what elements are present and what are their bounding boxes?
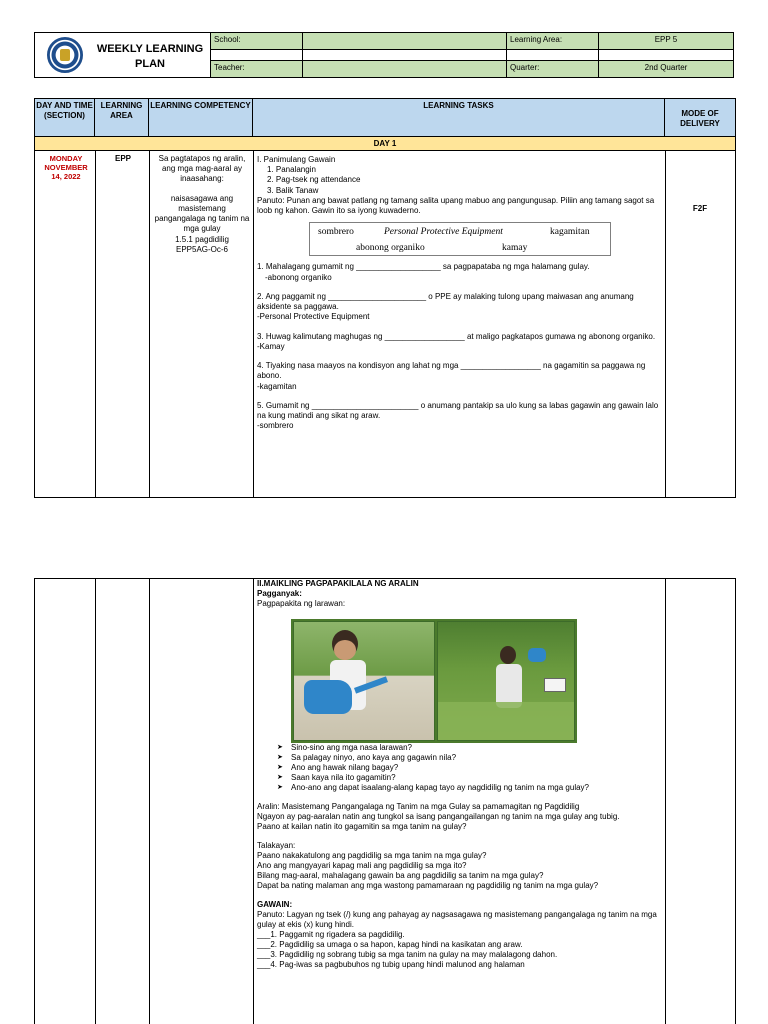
question-item: 2. Ang paggamit ng ______________________ o PPE ay malaking tulong upang maiwasan ang anumang aksidente sa paggawa. [257,291,634,312]
word-bank-item: Personal Protective Equipment [384,227,503,238]
discussion-item: Bilang mag-aaral, mahalagang gawain ba ang pagdidilig sa tanim na mga gulay? [257,871,544,880]
learning-competency-cell [152,154,252,255]
weekly-plan-table-day1 [34,98,736,498]
learning-tasks-cell-continued [257,579,663,970]
column-divider [149,579,150,1024]
col-header-competency: LEARNING COMPETENCY [149,99,253,137]
word-bank-item: abonong organiko [356,243,425,254]
subheading: GAWAIN: [257,900,293,909]
learning-area-label: Learning Area: [507,33,599,50]
word-bank-item: kamay [502,243,528,254]
competency-objective: naisasagawa ang masistemang pangangalaga ng tanim na mga gulay [154,193,250,234]
answer-item: -Personal Protective Equipment [257,312,370,322]
question-item: 1. Mahalagang gumamit ng ___________________ sa pagpapataba ng mga halamang gulay. [257,262,590,272]
word-bank-item: kagamitan [550,227,590,238]
column-divider [149,151,150,497]
plan-title-line2: PLAN [135,57,165,70]
activity-item: ___2. Pagdidilig sa umaga o sa hapon, kapag hindi na kasikatan ang araw. [257,940,523,949]
activity-item: ___1. Paggamit ng rigadera sa pagdidilig. [257,930,405,939]
day-line: 14, 2022 [51,172,81,181]
answer-item: -kagamitan [257,381,297,391]
logo-cell [35,33,211,77]
quarter-label: Quarter: [507,61,599,77]
discussion-item: Paano nakakatulong ang pagdidilig sa mga tanim na mga gulay? [257,851,487,860]
subheading: Pagganyak: [257,589,302,598]
list-item: ➤ Sino-sino ang mga nasa larawan? [277,743,663,753]
day-line: NOVEMBER [44,163,88,172]
list-item: ➤ Ano ang hawak nilang bagay? [277,763,663,773]
blank-cell [303,50,507,61]
plan-title-line1: WEEKLY LEARNING [96,43,204,55]
lesson-title: Aralin: Masistemang Pangangalaga ng Tanim na mga Gulay sa pamamagitan ng Pagdidilig [257,802,580,811]
day-line: MONDAY [49,154,83,163]
column-divider [665,579,666,1024]
column-divider [253,151,254,497]
school-label: School: [211,33,303,50]
day-row-label: DAY 1 [35,137,735,151]
discussion-item: Dapat ba nating malaman ang mga wastong pamamaraan ng pagdidilig ng tanim na mga gulay? [257,881,599,890]
learning-area-value[interactable]: EPP 5 [599,33,733,50]
mode-of-delivery-cell: F2F [692,204,708,213]
competency-subtopic: 1.5.1 pagdidilig [175,234,229,244]
section-heading: I. Panimulang Gawain [257,155,336,164]
activity-label: Pagpapakita ng larawan: [257,599,346,608]
word-bank-item: sombrero [318,227,354,238]
weekly-plan-table-continued [34,578,736,1024]
motivation-questions [277,743,663,793]
quarter-value[interactable]: 2nd Quarter [599,61,733,77]
teacher-value[interactable] [303,61,507,77]
instructions: Panuto: Punan ang bawat patlang ng tamang salita upang mabuo ang pangungusap. Piliin ang tamang sagot sa loob ng kahon. Gawin ito sa iyong kuwaderno. [257,195,655,216]
col-header-area: LEARNING AREA [95,99,149,137]
blank-cell [599,50,733,61]
header-table [34,32,734,78]
plan-title [91,42,209,72]
activity-item: ___3. Pagdidilig ng sobrang tubig sa mga tanim na gulay na may malalagong dahon. [257,950,558,959]
teacher-label: Teacher: [211,61,303,77]
list-item: ➤ Saan kaya nila ito gagamitin? [277,773,663,783]
col-header-delivery: MODE OF DELIVERY [665,99,735,137]
question-item: 5. Gumamit ng ________________________ o anumang pantakip sa ulo kung sa labas gagawin ang gawain lalo na kung matindi ang sikat ng araw. [257,400,659,420]
col-header-tasks: LEARNING TASKS [253,99,665,137]
list-item: ➤ Sa palagay ninyo, ano kaya ang gagawin nila? [277,753,663,763]
blank-cell [507,50,599,61]
section-heading: II.MAIKLING PAGPAPAKILALA NG ARALIN [257,579,419,588]
list-item: ➤ Ano-ano ang dapat isaalang-alang kapag tayo ay nagdidilig ng tanim na mga gulay? [277,783,663,793]
answer-item: -abonong organiko [265,272,332,282]
blank-cell [211,50,303,61]
competency-code: EPP5AG-Oc-6 [175,244,228,254]
learning-area-cell: EPP [114,154,131,163]
discussion-item: Ano ang mangyayari kapag mali ang pagdidilig sa mga ito? [257,861,467,870]
school-value[interactable] [303,33,507,50]
learning-tasks-cell [257,155,663,431]
day-and-time [37,154,95,181]
deped-seal-icon [47,37,83,73]
task-step: 2. Pag-tsek ng attendance [267,175,361,185]
column-divider [665,151,666,497]
activity-item: ___4. Pag-iwas sa pagbubuhos ng tubig upang hindi malunod ang halaman [257,960,525,969]
instructions: Panuto: Lagyan ng tsek (/) kung ang pahayag ay nagsasagawa ng masistemang pangangalaga ng tanim na mga gulay at ekis (x) kung hindi. [257,910,657,929]
subheading: Talakayan: [257,841,296,850]
lesson-question: Paano at kailan natin ito gagamitin sa mga tanim na gulay? [257,822,467,831]
lesson-intro: Ngayon ay pag-aaralan natin ang tungkol sa isang pangangailangan ng tanim na mga gulay ang tubig. [257,812,620,821]
column-divider [95,579,96,1024]
word-bank-box [309,222,611,256]
competency-intro: Sa pagtatapos ng aralin, ang mga mag-aaral ay inaasahang: [158,154,246,184]
task-step: 1. Panalangin [267,165,316,175]
question-item: 3. Huwag kalimutang maghugas ng __________________ at maligo pagkatapos gumawa ng abonong organiko. [257,331,656,341]
task-step: 3. Balik Tanaw [267,185,319,195]
column-divider [95,151,96,497]
answer-item: -sombrero [257,421,294,431]
col-header-day: DAY AND TIME (SECTION) [35,99,95,137]
question-item: 4. Tiyaking nasa maayos na kondisyon ang lahat ng mga __________________ na gagamitin sa paggawa ng abono. [257,361,646,381]
answer-item: -Kamay [257,341,285,351]
column-divider [253,579,254,1024]
